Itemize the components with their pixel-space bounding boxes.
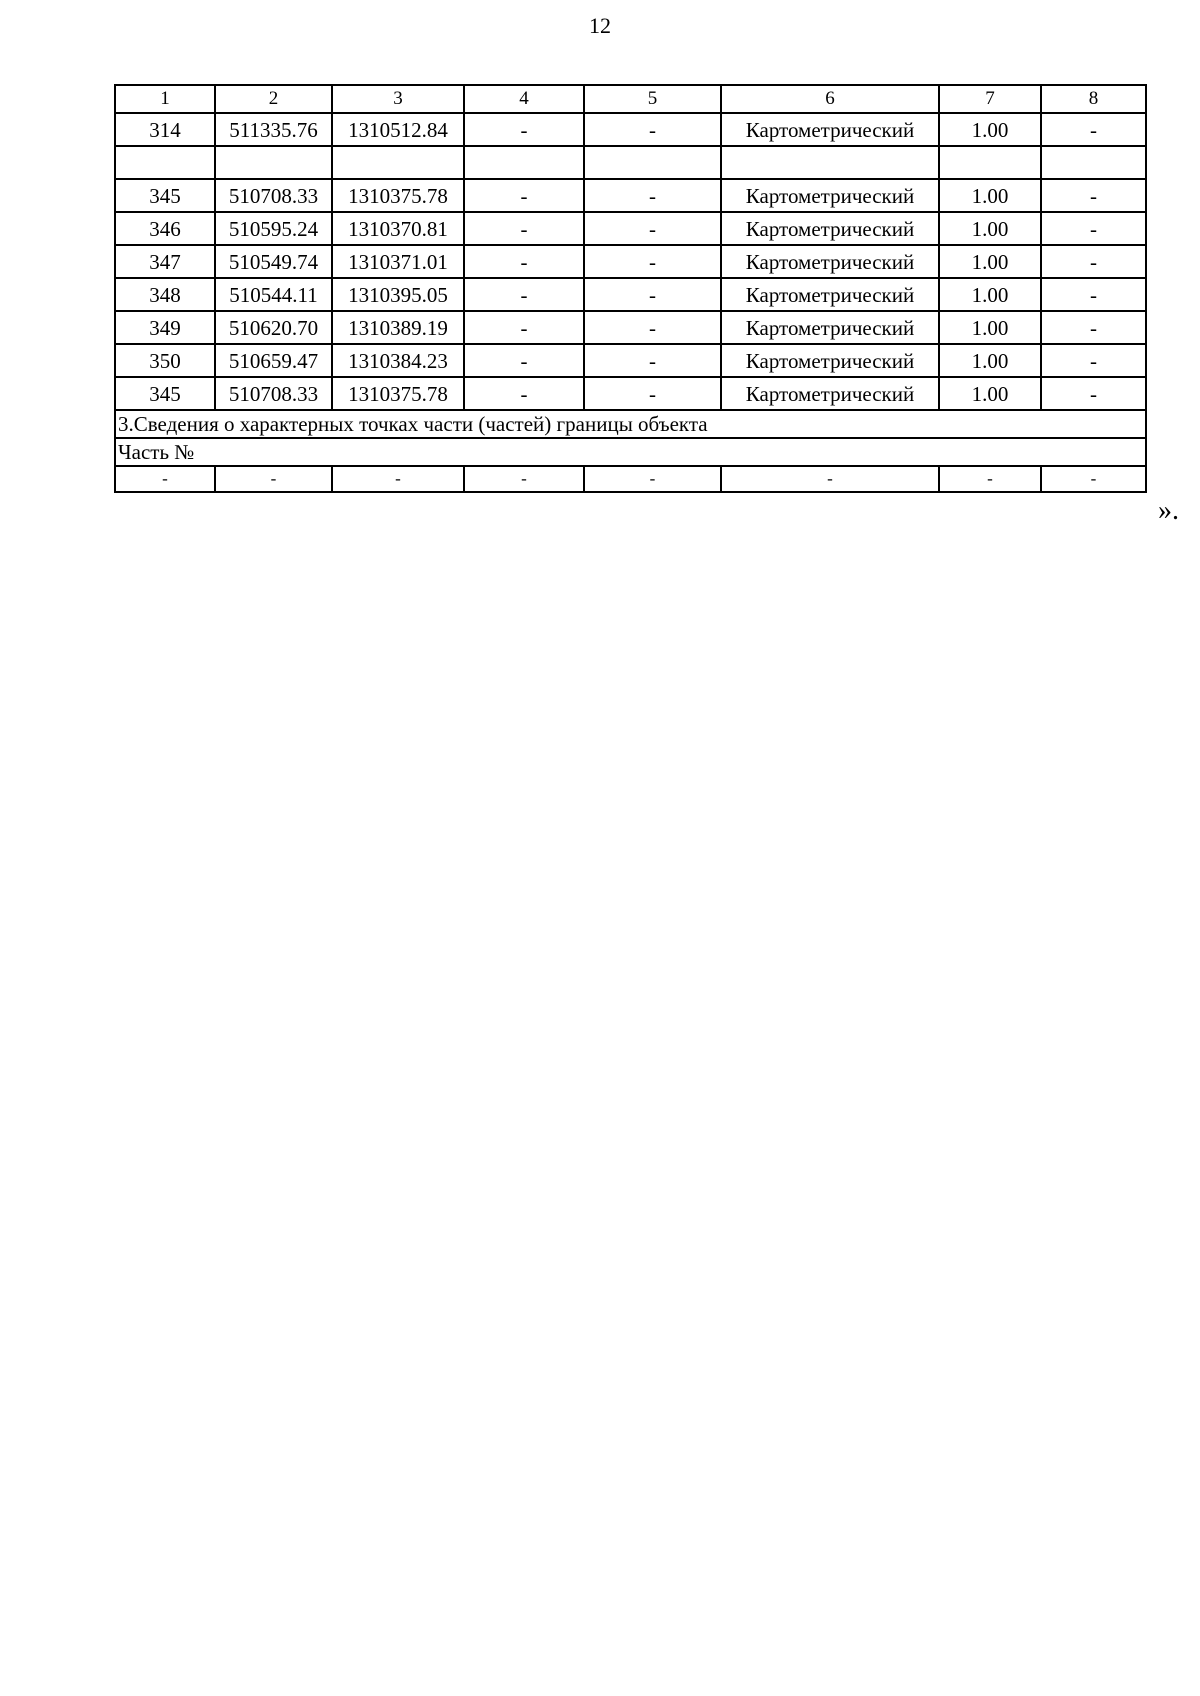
table-cell: - xyxy=(584,311,721,344)
table-cell: - xyxy=(584,344,721,377)
table-cell: 1.00 xyxy=(939,245,1041,278)
column-header: 6 xyxy=(721,85,939,113)
table-cell: 347 xyxy=(115,245,215,278)
table-cell: - xyxy=(464,466,584,492)
table-cell: - xyxy=(584,466,721,492)
part-label xyxy=(115,438,1146,466)
table-row xyxy=(115,113,1146,146)
table-cell: - xyxy=(1041,113,1146,146)
table-cell: - xyxy=(332,466,464,492)
table-cell: 510620.70 xyxy=(215,311,332,344)
table-cell: 1.00 xyxy=(939,311,1041,344)
table-cell xyxy=(1041,146,1146,179)
column-header: 5 xyxy=(584,85,721,113)
table-cell: 1310371.01 xyxy=(332,245,464,278)
table-cell: - xyxy=(1041,377,1146,410)
column-header: 1 xyxy=(115,85,215,113)
table-row xyxy=(115,278,1146,311)
table-row xyxy=(115,377,1146,410)
table-cell xyxy=(721,146,939,179)
table-cell: Картометрический xyxy=(721,344,939,377)
table-cell xyxy=(464,146,584,179)
table-body xyxy=(115,85,1146,492)
table-cell: 510708.33 xyxy=(215,377,332,410)
table-cell: - xyxy=(584,179,721,212)
table-cell: - xyxy=(464,311,584,344)
table-cell: 510708.33 xyxy=(215,179,332,212)
table-cell: - xyxy=(1041,278,1146,311)
table-cell: Картометрический xyxy=(721,245,939,278)
table-cell: 1310370.81 xyxy=(332,212,464,245)
table-cell: 1.00 xyxy=(939,344,1041,377)
table-cell: - xyxy=(464,377,584,410)
table-cell: 350 xyxy=(115,344,215,377)
table-cell: 349 xyxy=(115,311,215,344)
table-row xyxy=(115,245,1146,278)
table-cell: - xyxy=(464,212,584,245)
part-label-cell: Часть № xyxy=(115,438,1146,466)
table-cell: 510659.47 xyxy=(215,344,332,377)
table-cell: - xyxy=(939,466,1041,492)
table-cell: 1.00 xyxy=(939,278,1041,311)
table-header-row xyxy=(115,85,1146,113)
section-title xyxy=(115,410,1146,438)
table-cell: Картометрический xyxy=(721,311,939,344)
table-cell: - xyxy=(1041,466,1146,492)
table-cell: - xyxy=(464,179,584,212)
table-cell: - xyxy=(215,466,332,492)
table-cell: - xyxy=(584,377,721,410)
table-cell: Картометрический xyxy=(721,212,939,245)
table-cell: 511335.76 xyxy=(215,113,332,146)
table-cell xyxy=(115,146,215,179)
table-cell: Картометрический xyxy=(721,113,939,146)
table-cell: 314 xyxy=(115,113,215,146)
table-cell: - xyxy=(115,466,215,492)
column-header: 8 xyxy=(1041,85,1146,113)
table-cell: - xyxy=(1041,179,1146,212)
table-cell: - xyxy=(584,278,721,311)
table-cell: 510595.24 xyxy=(215,212,332,245)
table-cell: 1310389.19 xyxy=(332,311,464,344)
table-cell: Картометрический xyxy=(721,377,939,410)
table-row xyxy=(115,466,1146,492)
table-cell: - xyxy=(464,245,584,278)
table-row xyxy=(115,179,1146,212)
table-cell xyxy=(332,146,464,179)
table-cell: 1310375.78 xyxy=(332,179,464,212)
table-cell: - xyxy=(1041,311,1146,344)
table-cell: - xyxy=(1041,245,1146,278)
table-cell: - xyxy=(721,466,939,492)
table-cell: 1310384.23 xyxy=(332,344,464,377)
table-cell: - xyxy=(584,113,721,146)
table-cell: - xyxy=(464,278,584,311)
table-cell: 345 xyxy=(115,377,215,410)
table-cell: 510549.74 xyxy=(215,245,332,278)
section-title-cell: 3.Сведения о характерных точках части (частей) границы объекта xyxy=(115,410,1146,438)
table-cell xyxy=(215,146,332,179)
column-header: 7 xyxy=(939,85,1041,113)
table-cell xyxy=(939,146,1041,179)
table-cell: 1310512.84 xyxy=(332,113,464,146)
table-cell: - xyxy=(584,212,721,245)
table-cell: - xyxy=(464,344,584,377)
table-row xyxy=(115,311,1146,344)
table-cell: - xyxy=(1041,344,1146,377)
table-cell: 346 xyxy=(115,212,215,245)
table-row xyxy=(115,344,1146,377)
column-header: 2 xyxy=(215,85,332,113)
table-row xyxy=(115,212,1146,245)
table-cell: 510544.11 xyxy=(215,278,332,311)
table-cell: - xyxy=(584,245,721,278)
table-cell: 348 xyxy=(115,278,215,311)
table-cell: Картометрический xyxy=(721,278,939,311)
table-cell: Картометрический xyxy=(721,179,939,212)
closing-quote: ». xyxy=(1158,495,1179,526)
column-header: 4 xyxy=(464,85,584,113)
page-number: 12 xyxy=(589,13,611,38)
table-cell: 1.00 xyxy=(939,377,1041,410)
table-cell xyxy=(584,146,721,179)
table-cell: 1.00 xyxy=(939,212,1041,245)
column-header: 3 xyxy=(332,85,464,113)
table-cell: 345 xyxy=(115,179,215,212)
table-cell: 1310395.05 xyxy=(332,278,464,311)
table-cell: 1.00 xyxy=(939,113,1041,146)
coordinates-table xyxy=(114,84,1147,493)
table-row xyxy=(115,146,1146,179)
table-cell: - xyxy=(1041,212,1146,245)
table-cell: - xyxy=(464,113,584,146)
table-cell: 1.00 xyxy=(939,179,1041,212)
table-cell: 1310375.78 xyxy=(332,377,464,410)
